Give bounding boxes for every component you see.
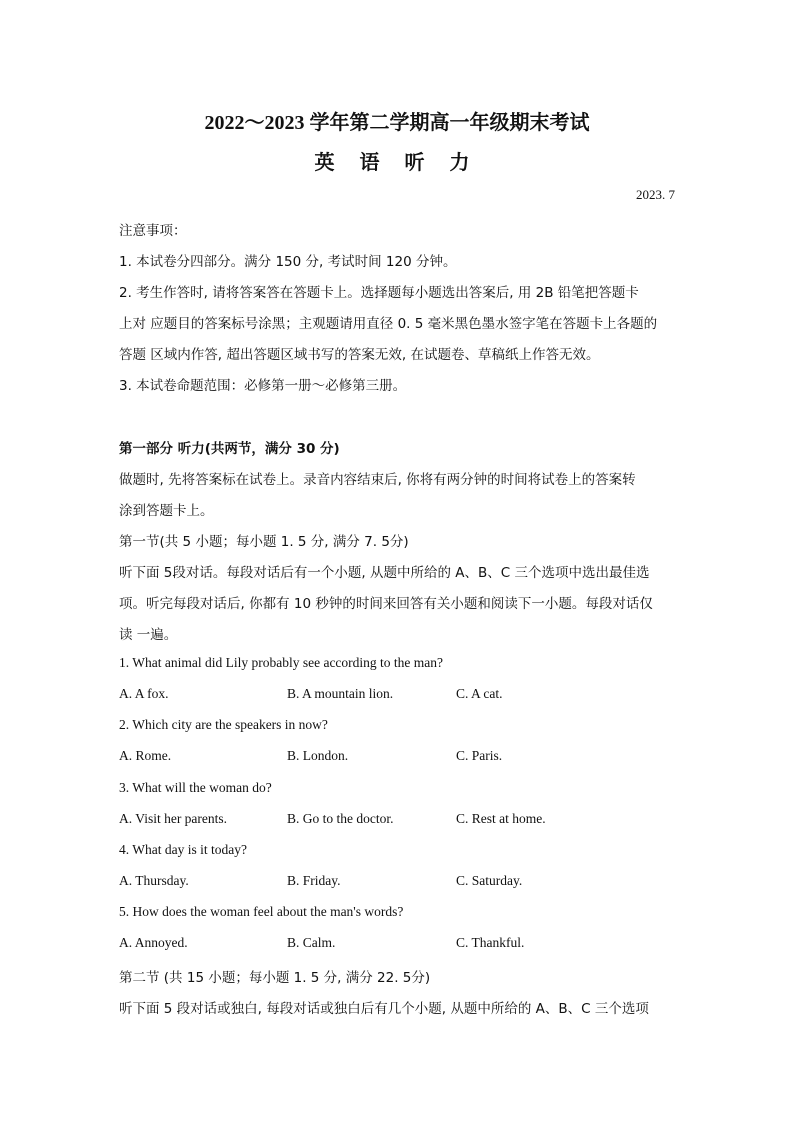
- notice-item-3: 3. 本试卷命题范围：必修第一册～必修第三册。: [119, 378, 407, 394]
- exam-date: 2023. 7: [636, 187, 675, 202]
- question-5-option-a: A. Annoyed.: [119, 935, 188, 950]
- question-1-option-a: A. A fox.: [119, 686, 169, 701]
- question-5-text: 5. How does the woman feel about the man's words?: [119, 904, 404, 919]
- question-1-option-c: C. A cat.: [456, 686, 503, 701]
- question-2-text: 2. Which city are the speakers in now?: [119, 717, 328, 732]
- question-2-option-a: A. Rome.: [119, 748, 172, 763]
- part1-intro-line-1: 做题时, 先将答案标在试卷上。录音内容结束后, 你将有两分钟的时间将试卷上的答案转: [119, 472, 636, 488]
- question-5-option-c: C. Thankful.: [456, 935, 525, 950]
- question-4-option-b: B. Friday.: [287, 873, 341, 888]
- section2-heading: 第二节 (共 15 小题；每小题 1. 5 分, 满分 22. 5分): [119, 970, 431, 986]
- question-3-option-a: A. Visit her parents.: [119, 811, 228, 826]
- question-3-text: 3. What will the woman do?: [119, 780, 272, 795]
- section1-instruction-line-1: 听下面 5段对话。每段对话后有一个小题, 从题中所给的 A、B、C 三个选项中选出最佳选: [119, 565, 650, 581]
- section1-instruction-line-3: 读 一遍。: [119, 627, 178, 643]
- notice-item-2-line-3: 答题 区域内作答, 超出答题区域书写的答案无效, 在试题卷、草稿纸上作答无效。: [119, 347, 600, 363]
- notice-heading: 注意事项：: [119, 223, 187, 239]
- section2-instruction-line-1: 听下面 5 段对话或独白, 每段对话或独白后有几个小题, 从题中所给的 A、B、C 三个选项: [119, 1001, 649, 1017]
- notice-item-2-line-1: 2. 考生作答时, 请将答案答在答题卡上。选择题每小题选出答案后, 用 2B 铅笔把答题卡: [119, 285, 639, 301]
- question-3-option-b: B. Go to the doctor.: [287, 811, 394, 826]
- part1-intro-line-2: 涂到答题卡上。: [119, 503, 214, 519]
- notice-item-1: 1. 本试卷分四部分。满分 150 分, 考试时间 120 分钟。: [119, 254, 457, 270]
- question-4-option-c: C. Saturday.: [456, 873, 523, 888]
- part1-heading: 第一部分 听力(共两节，满分 30 分): [119, 441, 340, 457]
- exam-subtitle: 英 语 听 力: [314, 152, 480, 174]
- section1-heading: 第一节(共 5 小题；每小题 1. 5 分, 满分 7. 5分): [119, 534, 409, 550]
- question-3-option-c: C. Rest at home.: [456, 811, 546, 826]
- question-2-option-b: B. London.: [287, 748, 349, 763]
- question-4-text: 4. What day is it today?: [119, 842, 247, 857]
- question-2-option-c: C. Paris.: [456, 748, 503, 763]
- question-4-option-a: A. Thursday.: [119, 873, 189, 888]
- question-5-option-b: B. Calm.: [287, 935, 336, 950]
- question-1-text: 1. What animal did Lily probably see according to the man?: [119, 655, 444, 670]
- notice-item-2-line-2: 上对 应题目的答案标号涂黑；主观题请用直径 0. 5 毫米黑色墨水签字笔在答题卡上各题的: [119, 316, 658, 332]
- exam-title: 2022～2023 学年第二学期高一年级期末考试: [204, 112, 590, 134]
- question-1-option-b: B. A mountain lion.: [287, 686, 394, 701]
- section1-instruction-line-2: 项。听完每段对话后, 你都有 10 秒钟的时间来回答有关小题和阅读下一小题。每段对话仅: [119, 596, 653, 612]
